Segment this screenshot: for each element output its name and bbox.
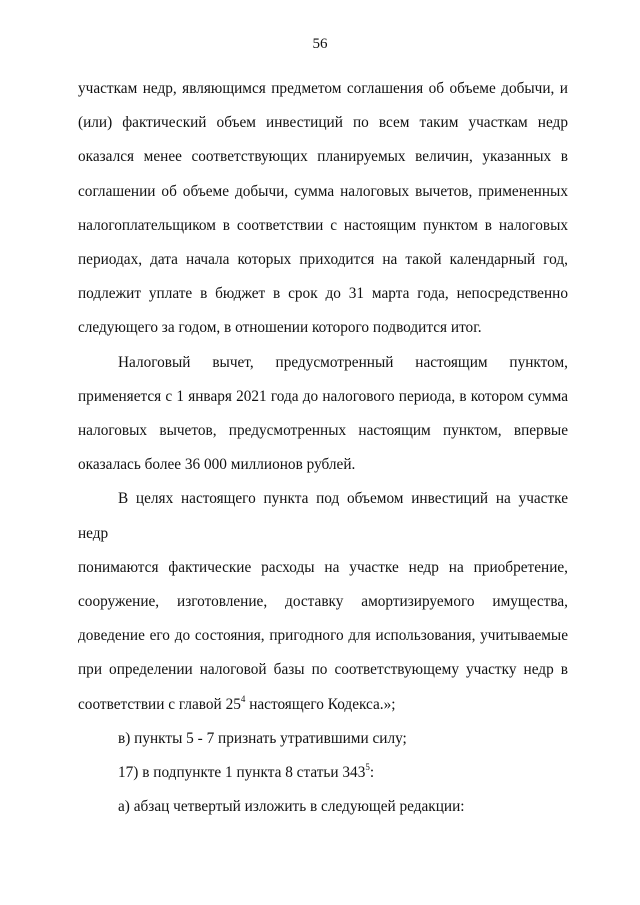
text-line: следующего за годом, в отношении которого подводится итог. [78, 319, 482, 337]
text-line: оказалась более 36 000 миллионов рублей. [78, 456, 356, 474]
text-fragment: настоящего Кодекса.»; [245, 695, 396, 713]
text-line: в) пункты 5 - 7 признать утратившими силу; [118, 729, 407, 747]
superscript: 5 [365, 761, 370, 772]
text-line: налоговых вычетов, предусмотренных настоящим пунктом, впервые [78, 422, 568, 440]
text-fragment: : [369, 764, 375, 782]
text-line: оказался менее соответствующих планируемых величин, указанных в [78, 148, 568, 166]
text-line: Налоговый вычет, предусмотренный настоящим пунктом, [118, 353, 568, 371]
text-line: подлежит уплате в бюджет в срок до 31 марта года, непосредственно [78, 285, 568, 303]
paragraph-continuation [78, 72, 568, 346]
text-fragment: 17) в подпункте 1 пункта 8 статьи 343 [118, 764, 366, 782]
text-line [78, 688, 568, 722]
text-line: периодах, дата начала которых приходится на такой календарный год, [78, 251, 568, 269]
text-line: понимаются фактические расходы на участке недр на приобретение, [78, 558, 568, 576]
superscript: 4 [240, 693, 246, 704]
text-line: В целях настоящего пункта под объемом инвестиций на участке недр [78, 490, 568, 542]
text-line: доведение его до состояния, пригодного для использования, учитываемые [78, 627, 568, 645]
text-line: соглашении об объеме добычи, сумма налоговых вычетов, примененных [78, 182, 568, 200]
text-line: налогоплательщиком в соответствии с настоящим пунктом в налоговых [78, 216, 568, 234]
page-number: 56 [312, 36, 328, 52]
paragraph-tax-deduction [78, 346, 568, 483]
list-item-b [78, 722, 568, 756]
list-item-a [78, 790, 568, 824]
text-line: участкам недр, являющимся предметом соглашения об объеме добычи, и [78, 80, 568, 97]
text-line: (или) фактический объем инвестиций по всем таким участкам недр [78, 114, 568, 132]
text-line [78, 756, 568, 790]
text-line: а) абзац четвертый изложить в следующей редакции: [118, 798, 465, 816]
document-body [78, 72, 568, 824]
text-line: применяется с 1 января 2021 года до налогового периода, в котором сумма [78, 387, 568, 405]
list-item-17 [78, 756, 568, 790]
text-fragment: соответствии с главой 25 [78, 695, 241, 713]
text-line: при определении налоговой базы по соответствующему участку недр в [78, 661, 568, 679]
paragraph-investment-definition [78, 482, 568, 721]
text-line: сооружение, изготовление, доставку амортизируемого имущества, [78, 593, 568, 611]
